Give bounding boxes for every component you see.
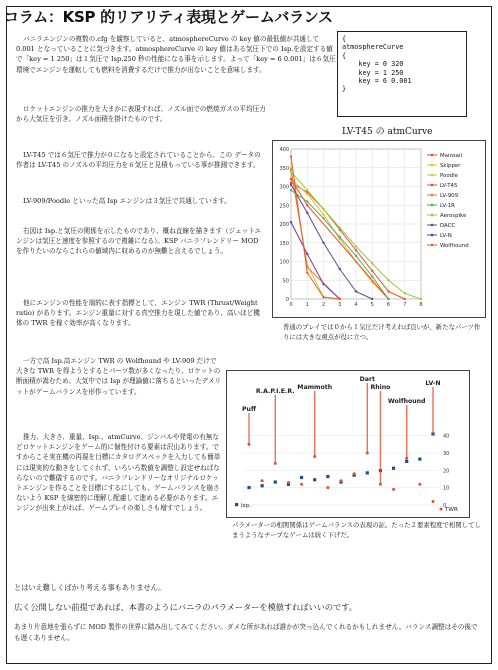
paragraph-thrust xyxy=(16,104,266,124)
isp-point xyxy=(326,475,329,478)
isp-point xyxy=(247,486,250,489)
y-tick-label: 250 xyxy=(279,203,289,210)
chart-caption: 普通のプレイでは０から１気圧だけ考えれば良いが、新たなパーツ作りには大きな視点が役に立つ。 xyxy=(283,323,481,341)
legend-label: LV-T45 xyxy=(440,183,458,189)
series-point xyxy=(371,275,373,277)
paragraph-balance xyxy=(16,432,222,514)
legend-label-isp: Isp. xyxy=(241,503,251,509)
series-point xyxy=(306,212,308,214)
legend-marker xyxy=(431,234,434,237)
series-point xyxy=(322,296,324,298)
series-point xyxy=(306,272,308,274)
series-point xyxy=(306,253,308,255)
paragraph-text: ロケットエンジンの推力を大まかに表現すれば、ノズル面での燃焼ガスの平均圧力から大気圧を引き、ノズル面積を掛けたものです。 xyxy=(16,105,266,124)
twr-point xyxy=(326,486,329,489)
series-point xyxy=(355,290,357,292)
y-tick-label: 350 xyxy=(279,165,289,172)
series-point xyxy=(322,217,324,219)
isp-point xyxy=(392,467,395,470)
x-tick-label: 8 xyxy=(419,302,423,308)
x-tick-label: 0 xyxy=(289,302,293,308)
isp-point xyxy=(274,480,277,483)
series-point xyxy=(371,298,373,300)
isp-point xyxy=(405,460,408,463)
legend-label-twr: TWR xyxy=(445,507,458,513)
legend-label: Mainsail xyxy=(440,153,462,159)
engine-label: Dart xyxy=(359,376,375,383)
y-tick-label: 200 xyxy=(279,222,289,228)
page-title: コラム：KSP 的リアリティ表現とゲームバランス xyxy=(4,8,333,26)
x-tick-label: 6 xyxy=(386,302,391,308)
legend-marker xyxy=(431,214,434,217)
y-tick-label: 40 xyxy=(443,433,450,440)
engine-label: Puff xyxy=(242,406,256,413)
isp-pressure-chart xyxy=(272,140,486,318)
series-point xyxy=(322,283,324,285)
code-block xyxy=(337,31,467,117)
bottom-line-1: とはいえ難しくばかり考える事もありません。 xyxy=(14,583,166,592)
series-point xyxy=(290,155,292,157)
y-tick-label: 150 xyxy=(279,240,289,247)
x-tick-label: 1 xyxy=(305,302,309,308)
legend-label: Poodle xyxy=(440,173,458,179)
paragraph-text: LV-909/Poodle といった高 Isp エンジンは３気圧で共通しています。 xyxy=(23,197,231,205)
series-point xyxy=(322,208,324,210)
twr-point xyxy=(300,483,303,486)
y-tick-label: 100 xyxy=(279,259,289,266)
chart2-caption: パラメーターの相関関係はゲームバランスの表現の証。たった２要素程度で相関してしまうようなチープなゲームは続く下げだ。 xyxy=(232,521,481,539)
engine-label: Rhino xyxy=(370,384,391,391)
paragraph-curve xyxy=(16,34,336,75)
legend-label: LV-1R xyxy=(440,203,455,209)
paragraph-twr xyxy=(16,298,266,329)
code-caption: LV-T45 の atmCurve xyxy=(342,127,433,137)
engine-scatter-chart xyxy=(226,370,470,518)
series-point xyxy=(339,227,341,229)
legend-label: DACC xyxy=(440,223,456,229)
paragraph-figure xyxy=(16,226,266,257)
series-point xyxy=(339,298,341,300)
isp-pressure-chart-svg xyxy=(273,141,487,319)
twr-point xyxy=(418,483,421,486)
paragraph-wolfhound xyxy=(16,356,222,397)
series-point xyxy=(290,183,292,185)
y-tick-label: 0 xyxy=(443,503,447,509)
engine-scatter-chart-svg xyxy=(227,371,471,519)
legend-marker xyxy=(431,164,434,167)
x-tick-label: 2 xyxy=(321,302,326,308)
isp-point xyxy=(418,458,421,461)
y-tick-label: 20 xyxy=(443,468,450,475)
twr-point xyxy=(392,488,395,491)
x-tick-label: 5 xyxy=(370,302,374,308)
series-point xyxy=(420,298,422,300)
twr-point xyxy=(340,479,343,482)
legend-marker xyxy=(431,194,434,197)
series-point xyxy=(355,255,357,257)
series-point xyxy=(387,290,389,292)
paragraph-text: 他にエンジンの性能を端的に表す指標として、エンジン TWR (Thrust/Weight ratio) があります。エンジン重量に対する真空推力を現した値であり、高いほど機体の TWR を稼ぐ効率が高くなります。 xyxy=(16,299,260,328)
paragraph-lv909 xyxy=(16,196,266,206)
legend-label: Wolfhound xyxy=(440,243,469,249)
x-tick-label: 3 xyxy=(338,302,342,308)
legend-marker xyxy=(431,244,434,247)
paragraph-text: LV-T45 では６気圧で推力が０になると設定されていることから、この データの作者は LV-T45 のノズルの平均圧力を６気圧と見積もっている事が推測できます。 xyxy=(16,151,261,170)
paragraph-lvt45 xyxy=(16,150,266,170)
legend-marker xyxy=(431,154,434,157)
bottom-line-2: 広く公開しない前提であれば、本書のようにバニラのパラメーターを模倣すればいいのです。 xyxy=(14,602,357,612)
x-tick-label: 4 xyxy=(354,302,358,308)
y-tick-label: 300 xyxy=(279,184,289,191)
series-point xyxy=(306,193,308,195)
series-point xyxy=(339,268,341,270)
y-tick-label: 400 xyxy=(279,147,289,153)
series-point xyxy=(387,279,389,281)
y-tick-label: 50 xyxy=(282,278,289,285)
engine-label: LV-N xyxy=(425,380,441,387)
y-tick-label: 0 xyxy=(285,297,289,303)
legend-label: LV-909 xyxy=(440,193,459,199)
legend-label: LV-N xyxy=(440,233,452,239)
isp-point xyxy=(300,476,303,479)
y-tick-label: 10 xyxy=(443,485,450,492)
bottom-line-3: あまり片意地を張らずに MOD 製作の世界に踏み出してみてください。ダメな所があれば誰かが突っ込んでくれるかもしれません。バランス調整はその後でも遅くありません。 xyxy=(14,623,478,642)
series-point xyxy=(404,292,406,294)
engine-label: Wolfhound xyxy=(387,398,426,405)
series-point xyxy=(290,221,292,223)
paragraph-text: 一方で高 Isp.高エンジン TWR の Wolfhound や LV-909 だけで大きな TWR を得ようとするとパーツ数が多くなったり、ロケットの断面積が嵩むため、大気中では Isp が理論値に落ちるといったデメリットがゲームバランスを形作っています。 xyxy=(16,357,222,396)
series-point xyxy=(290,170,292,172)
engine-label: R.A.P.I.E.R. xyxy=(255,388,295,395)
series-point xyxy=(306,189,308,191)
paragraph-text: 右図は Isp.と気圧の関係を示したものであり、概ね直線を描きます（ジェットエンジンは気圧と速度を参照するので複雑になる）。KSP バニラフレンドリー MOD を作りたいのならこれらの値域内に収めるのが無難と言えるでしょう。 xyxy=(16,227,262,256)
series-line-mainsail xyxy=(291,183,405,299)
legend-marker xyxy=(431,204,434,207)
series-point xyxy=(339,236,341,238)
series-point xyxy=(404,298,406,300)
legend-marker xyxy=(431,174,434,177)
legend-marker xyxy=(431,224,434,227)
isp-point xyxy=(366,471,369,474)
code-text: { atmosphereCurve { key = 0 320 key = 1 250 key = 6 0.001 } xyxy=(342,35,412,94)
paragraph-text: 推力、大きさ、重量、Isp.、atmCurve、ジンバルや発電の有無などロケットエンジンをゲーム的に個性付ける要素は沢山あります。ですからこそ実在機の再現を目標にカタログスペックを入力しても簡単には現実的な動きをしてくれず、いろいろ数値を調整し設定せねばならないので難儀するのです。バニラフレンドリーなオリジナルロケットエンジンを作ることを目標にするにしても、ゲームバランスを崩さないよう KSP を綿密的に理解し配慮して進める必要があります。エンジンが出来上がれば、ゲームプレイの楽しさも増すでしょう。 xyxy=(16,433,221,513)
series-point xyxy=(387,298,389,300)
series-point xyxy=(306,204,308,206)
series-point xyxy=(290,178,292,180)
twr-point xyxy=(261,479,264,482)
series-point xyxy=(355,245,357,247)
series-point xyxy=(355,249,357,251)
legend-marker xyxy=(431,184,434,187)
isp-point xyxy=(313,478,316,481)
series-point xyxy=(371,270,373,272)
isp-point xyxy=(261,484,264,487)
legend-marker-twr xyxy=(440,508,443,511)
series-point xyxy=(290,189,292,191)
series-point xyxy=(322,242,324,244)
legend-marker-isp xyxy=(235,503,238,506)
twr-point xyxy=(287,481,290,484)
twr-point xyxy=(353,472,356,475)
y-tick-label: 30 xyxy=(443,451,450,457)
paragraph-text: バニラエンジンの複数の.cfg を観察していると、atmosphereCurve の key 値の最低値が共通して 0.001 となっていることに気づきます。atmosphereCurve の key 値はある気圧下での Isp.を設定する値で「key = 1 250」は１気圧で Isp.250 秒の性能になる事を示します。よって「key = 6 0.001」は６気圧環境でエンジンを運転しても燃料を消費するだけで推力が出ないことを意味します。 xyxy=(16,35,336,74)
twr-point xyxy=(432,500,435,503)
legend-label: Skipper xyxy=(440,163,461,169)
engine-label: Mammoth xyxy=(297,384,333,391)
x-tick-label: 7 xyxy=(403,302,407,308)
series-point xyxy=(371,262,373,264)
legend-label: Aerospike xyxy=(440,213,467,219)
series-point xyxy=(322,213,324,215)
series-point xyxy=(306,200,308,202)
